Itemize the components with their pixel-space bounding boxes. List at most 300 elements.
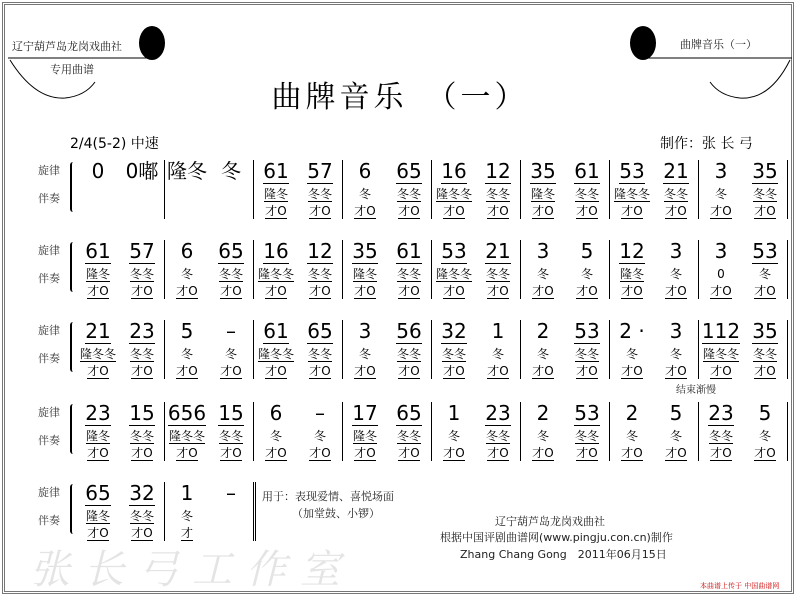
drum-syllable: 隆冬	[530, 187, 555, 201]
beat	[654, 160, 698, 219]
beat	[76, 320, 120, 379]
gong-syllable: 才O	[87, 364, 109, 378]
gong-syllable: 才O	[131, 364, 153, 378]
beat	[699, 240, 743, 299]
measure	[76, 402, 165, 461]
drum-syllable: 隆冬	[85, 509, 110, 523]
gong-syllable: 才O	[576, 284, 598, 298]
gong-syllable: 才O	[220, 364, 242, 378]
melody-note: 6	[358, 159, 372, 183]
drum-syllable: 隆冬	[85, 429, 110, 443]
measure	[521, 240, 610, 299]
accompaniment-label: 伴奏	[38, 514, 60, 527]
gong-syllable: 才O	[487, 446, 509, 460]
drum-syllable: 隆冬	[352, 429, 377, 443]
gong-syllable: 才O	[665, 204, 687, 218]
measure	[254, 320, 343, 379]
gong-syllable: 才O	[87, 284, 109, 298]
measure	[610, 240, 699, 299]
header-subtitle: 专用曲谱	[50, 63, 94, 76]
melody-note: 57	[129, 239, 155, 263]
melody-note: 32	[129, 481, 155, 505]
beat	[432, 402, 476, 461]
beat	[343, 240, 387, 299]
gong-syllable: 才O	[131, 446, 153, 460]
gong-syllable: 才O	[443, 204, 465, 218]
drum-syllable: 隆冬冬	[613, 187, 650, 201]
melody-note: 23	[129, 319, 155, 343]
gong-syllable: 才O	[398, 364, 420, 378]
beat	[165, 160, 209, 219]
gong-syllable: 才O	[309, 204, 331, 218]
drum-syllable: 冬	[758, 429, 771, 443]
melody-note: 21	[85, 319, 111, 343]
measure	[610, 402, 699, 461]
drum-syllable: 冬	[536, 267, 549, 281]
accompaniment-label: 伴奏	[38, 352, 60, 365]
gong-syllable: 才O	[176, 446, 198, 460]
measure	[610, 320, 699, 379]
beat	[610, 160, 654, 219]
beat	[298, 320, 342, 379]
drum-syllable: 冬	[536, 347, 549, 361]
measure	[254, 402, 343, 461]
gong-syllable: 才O	[354, 204, 376, 218]
drum-syllable: 冬冬	[396, 187, 421, 201]
drum-syllable: 冬冬	[441, 347, 466, 361]
beat	[654, 402, 698, 461]
beat	[387, 320, 431, 379]
melody-note: 61	[263, 159, 289, 183]
gong-syllable: 才O	[754, 364, 776, 378]
beat	[565, 320, 609, 379]
gong-syllable: 才O	[398, 446, 420, 460]
melody-note: 2	[536, 401, 550, 425]
beat	[565, 240, 609, 299]
melody-note: 3	[714, 239, 728, 263]
beat	[387, 402, 431, 461]
beat	[298, 402, 342, 461]
melody-note: 65	[396, 401, 422, 425]
drum-syllable: 冬冬	[485, 187, 510, 201]
beat	[387, 160, 431, 219]
gong-syllable: 才O	[621, 364, 643, 378]
drum-syllable: 冬	[536, 429, 549, 443]
beat	[120, 320, 164, 379]
drum-syllable: 冬冬	[574, 187, 599, 201]
beat	[254, 160, 298, 219]
drum-syllable: 冬	[269, 429, 282, 443]
drum-syllable: 冬	[224, 347, 237, 361]
beat	[521, 240, 565, 299]
melody-note: 1	[447, 401, 461, 425]
melody-note: 15	[129, 401, 155, 425]
measure	[432, 402, 521, 461]
melody-note: 3	[669, 239, 683, 263]
measure	[343, 240, 432, 299]
gong-syllable: 才O	[398, 204, 420, 218]
beat	[699, 320, 743, 379]
gong-syllable: 才O	[487, 204, 509, 218]
beat	[387, 240, 431, 299]
melody-note: 53	[441, 239, 467, 263]
beat	[298, 160, 342, 219]
beat	[209, 160, 253, 219]
drum-syllable: 冬冬	[129, 429, 154, 443]
gong-syllable: 才O	[754, 204, 776, 218]
drum-syllable: 冬冬	[574, 429, 599, 443]
melody-note: 16	[441, 159, 467, 183]
gong-syllable: 才O	[220, 446, 242, 460]
score-system	[30, 402, 780, 462]
melody-note: 23	[708, 401, 734, 425]
beat	[254, 320, 298, 379]
melody-note: 53	[619, 159, 645, 183]
melody-note: 23	[85, 401, 111, 425]
drum-syllable: 冬冬	[485, 267, 510, 281]
drum-syllable: 冬冬	[129, 347, 154, 361]
drum-syllable: 隆冬	[619, 267, 644, 281]
melody-note: 5	[580, 239, 594, 263]
melody-note: 56	[396, 319, 422, 343]
drum-syllable: 冬	[180, 267, 193, 281]
beat	[743, 240, 787, 299]
gong-syllable: 才O	[265, 284, 287, 298]
beat	[432, 240, 476, 299]
drum-syllable: 冬冬	[307, 347, 332, 361]
beat	[476, 160, 520, 219]
gong-syllable: 才O	[443, 364, 465, 378]
beat	[610, 320, 654, 379]
drum-syllable: 隆冬	[263, 187, 288, 201]
melody-note: 35	[752, 319, 778, 343]
beat	[120, 482, 164, 541]
measure	[165, 320, 254, 379]
melody-note: 21	[663, 159, 689, 183]
melody-note: 65	[396, 159, 422, 183]
melody-note: 21	[485, 239, 511, 263]
melody-note: 3	[536, 239, 550, 263]
gong-syllable: 才O	[443, 446, 465, 460]
beat	[610, 240, 654, 299]
drum-syllable: 冬冬	[396, 267, 421, 281]
gong-syllable: 才O	[354, 446, 376, 460]
gong-syllable: 才O	[265, 364, 287, 378]
measure	[699, 160, 788, 219]
melody-note: 6	[269, 401, 283, 425]
measure	[254, 240, 343, 299]
beat	[343, 402, 387, 461]
beat	[610, 402, 654, 461]
melody-note: 61	[85, 239, 111, 263]
measure	[165, 240, 254, 299]
gong-syllable: 才O	[665, 364, 687, 378]
beat	[743, 320, 787, 379]
melody-note: 3	[358, 319, 372, 343]
drum-syllable: 冬	[358, 347, 371, 361]
beat	[209, 482, 253, 541]
gong-syllable: 才O	[487, 364, 509, 378]
melody-label: 旋律	[38, 324, 60, 337]
beat	[120, 402, 164, 461]
accompaniment-label: 伴奏	[38, 192, 60, 205]
drum-syllable: 隆冬冬	[435, 187, 472, 201]
melody-note: 16	[263, 239, 289, 263]
beat	[432, 160, 476, 219]
gong-syllable: 才O	[532, 284, 554, 298]
measure	[610, 160, 699, 219]
melody-note: 3	[669, 319, 683, 343]
beat	[76, 240, 120, 299]
melody-note: 35	[530, 159, 556, 183]
beat	[565, 402, 609, 461]
beat	[254, 240, 298, 299]
gong-syllable: 才O	[87, 446, 109, 460]
measure	[165, 482, 256, 541]
measure	[76, 482, 165, 541]
gong-syllable: 才O	[576, 204, 598, 218]
melody-note: 35	[352, 239, 378, 263]
melody-note: 112	[701, 319, 741, 343]
beat	[165, 482, 209, 541]
drum-syllable: 冬冬	[752, 347, 777, 361]
drum-syllable: 冬冬	[307, 267, 332, 281]
gong-syllable: 才O	[710, 204, 732, 218]
author: 制作：张 长 弓	[660, 136, 753, 152]
beat	[654, 320, 698, 379]
usage-instruments: （加堂鼓、小锣）	[292, 507, 380, 520]
beat	[699, 160, 743, 219]
beat	[565, 160, 609, 219]
melody-note: 61	[263, 319, 289, 343]
melody-note: 12	[619, 239, 645, 263]
gong-syllable: 才O	[532, 364, 554, 378]
drum-syllable: 冬冬	[708, 429, 733, 443]
drum-syllable: 冬	[669, 347, 682, 361]
melody-note: 3	[714, 159, 728, 183]
beat	[254, 402, 298, 461]
gong-syllable: 才O	[309, 446, 331, 460]
drum-syllable: 冬冬	[663, 187, 688, 201]
drum-syllable: 隆冬冬	[257, 267, 294, 281]
drum-syllable: 冬	[491, 347, 504, 361]
beat	[476, 402, 520, 461]
page-title: 曲牌音乐 （一）	[271, 80, 529, 115]
beat	[343, 320, 387, 379]
score-system	[30, 240, 780, 300]
measure	[343, 402, 432, 461]
measure	[343, 160, 432, 219]
measure	[254, 160, 343, 219]
melody-note: –	[226, 481, 236, 505]
melody-note: 冬	[221, 159, 241, 183]
melody-note: 53	[752, 239, 778, 263]
score-system	[30, 160, 780, 220]
melody-label: 旋律	[38, 486, 60, 499]
drum-syllable: 冬冬	[307, 187, 332, 201]
gong-syllable: 才O	[621, 446, 643, 460]
gong-syllable: 才	[180, 526, 193, 540]
melody-note: 隆冬	[167, 159, 207, 183]
melody-note: 12	[307, 239, 333, 263]
beat	[476, 240, 520, 299]
melody-note: 0嘟	[125, 159, 159, 183]
gong-syllable: 才O	[443, 284, 465, 298]
beat	[120, 160, 164, 219]
gong-syllable: 才O	[265, 446, 287, 460]
melody-note: 17	[352, 401, 378, 425]
melody-note: 12	[485, 159, 511, 183]
beat	[521, 160, 565, 219]
gong-syllable: 才O	[576, 364, 598, 378]
melody-note: 65	[307, 319, 333, 343]
gong-syllable: 才O	[665, 284, 687, 298]
beat	[76, 160, 120, 219]
gong-syllable: 才O	[265, 204, 287, 218]
drum-syllable: 隆冬	[352, 267, 377, 281]
melody-note: 65	[85, 481, 111, 505]
melody-note: 1	[491, 319, 505, 343]
drum-syllable: 冬	[625, 429, 638, 443]
measure	[165, 402, 254, 461]
gong-syllable: 才O	[131, 284, 153, 298]
drum-syllable: 冬	[669, 429, 682, 443]
melody-label: 旋律	[38, 244, 60, 257]
measure	[699, 402, 788, 461]
melody-note: 57	[307, 159, 333, 183]
drum-syllable: 隆冬冬	[702, 347, 739, 361]
drum-syllable: 冬冬	[396, 347, 421, 361]
gong-syllable: 才O	[710, 284, 732, 298]
measure	[521, 402, 610, 461]
usage-note: 用于：表现爱情、喜悦场面	[262, 490, 394, 503]
drum-syllable: 冬冬	[574, 347, 599, 361]
tempo-marking: 2/4(5-2) 中速	[70, 136, 159, 152]
melody-note: 2	[625, 401, 639, 425]
beat	[209, 320, 253, 379]
drum-syllable: 隆冬冬	[257, 347, 294, 361]
gong-syllable: 才O	[665, 446, 687, 460]
drum-syllable: 隆冬冬	[168, 429, 205, 443]
drum-syllable: 冬冬	[752, 187, 777, 201]
gong-syllable: 才O	[176, 284, 198, 298]
drum-syllable: 冬冬	[218, 429, 243, 443]
gong-syllable: 才O	[621, 204, 643, 218]
accompaniment-label: 伴奏	[38, 272, 60, 285]
melody-label: 旋律	[38, 164, 60, 177]
gong-syllable: 才O	[309, 364, 331, 378]
beat	[743, 160, 787, 219]
gong-syllable: 才O	[487, 284, 509, 298]
melody-note: –	[315, 401, 325, 425]
melody-note: 23	[485, 401, 511, 425]
melody-note: 2	[536, 319, 550, 343]
melody-note: 5	[669, 401, 683, 425]
beat	[165, 240, 209, 299]
melody-note: 61	[396, 239, 422, 263]
melody-note: 32	[441, 319, 467, 343]
drum-syllable: 冬	[669, 267, 682, 281]
beat	[209, 402, 253, 461]
drum-syllable: 冬	[180, 347, 193, 361]
site-badge: 本曲谱上传于 中国曲谱网	[700, 582, 780, 590]
header-right-title: 曲牌音乐（一）	[680, 38, 757, 51]
measure	[699, 240, 788, 299]
measure	[432, 240, 521, 299]
measure	[432, 160, 521, 219]
drum-syllable: 冬	[180, 509, 193, 523]
drum-syllable: 冬	[313, 429, 326, 443]
melody-note: 656	[167, 401, 207, 425]
measure	[76, 160, 165, 219]
gong-syllable: 才O	[131, 526, 153, 540]
beat	[76, 402, 120, 461]
melody-note: 53	[574, 401, 600, 425]
gong-syllable: 才O	[621, 284, 643, 298]
melody-note: 5	[758, 401, 772, 425]
measure	[76, 240, 165, 299]
header-society: 辽宁葫芦岛龙岗戏曲社	[12, 40, 122, 53]
melody-label: 旋律	[38, 406, 60, 419]
melody-note: 0	[91, 159, 105, 183]
measure	[76, 320, 165, 379]
melody-note: 61	[574, 159, 600, 183]
beat	[76, 482, 120, 541]
measure	[432, 320, 521, 379]
gong-syllable: 才O	[309, 284, 331, 298]
beat	[699, 402, 743, 461]
melody-note: 15	[218, 401, 244, 425]
drum-syllable: 冬	[358, 187, 371, 201]
drum-syllable: 冬冬	[129, 267, 154, 281]
beat	[654, 240, 698, 299]
gong-syllable: 才O	[354, 364, 376, 378]
measure	[165, 160, 254, 219]
gong-syllable: 才O	[398, 284, 420, 298]
drum-syllable: 隆冬	[85, 267, 110, 281]
footer-signature: Zhang Chang Gong 2011年06月15日	[460, 548, 667, 561]
drum-syllable: 0	[717, 267, 725, 281]
beat	[432, 320, 476, 379]
drum-syllable: 冬	[625, 347, 638, 361]
gong-syllable: 才O	[532, 446, 554, 460]
gong-syllable: 才O	[576, 446, 598, 460]
drum-syllable: 冬	[447, 429, 460, 443]
beat	[521, 320, 565, 379]
beat	[165, 320, 209, 379]
melody-note: 1	[180, 481, 194, 505]
beat	[343, 160, 387, 219]
footer-source: 根据中国评剧曲谱网(www.pingju.con.cn)制作	[440, 531, 673, 544]
melody-note: 35	[752, 159, 778, 183]
footer-society: 辽宁葫芦岛龙岗戏曲社	[495, 515, 605, 528]
beat	[298, 240, 342, 299]
drum-syllable: 冬冬	[396, 429, 421, 443]
beat	[120, 240, 164, 299]
gong-syllable: 才O	[754, 446, 776, 460]
beat	[521, 402, 565, 461]
measure	[699, 320, 788, 379]
gong-syllable: 才O	[354, 284, 376, 298]
drum-syllable: 冬冬	[218, 267, 243, 281]
melody-note: 2 ·	[619, 319, 645, 343]
gong-syllable: 才O	[176, 364, 198, 378]
melody-note: 53	[574, 319, 600, 343]
beat	[209, 240, 253, 299]
gong-syllable: 才O	[220, 284, 242, 298]
beat	[743, 402, 787, 461]
drum-syllable: 冬	[758, 267, 771, 281]
